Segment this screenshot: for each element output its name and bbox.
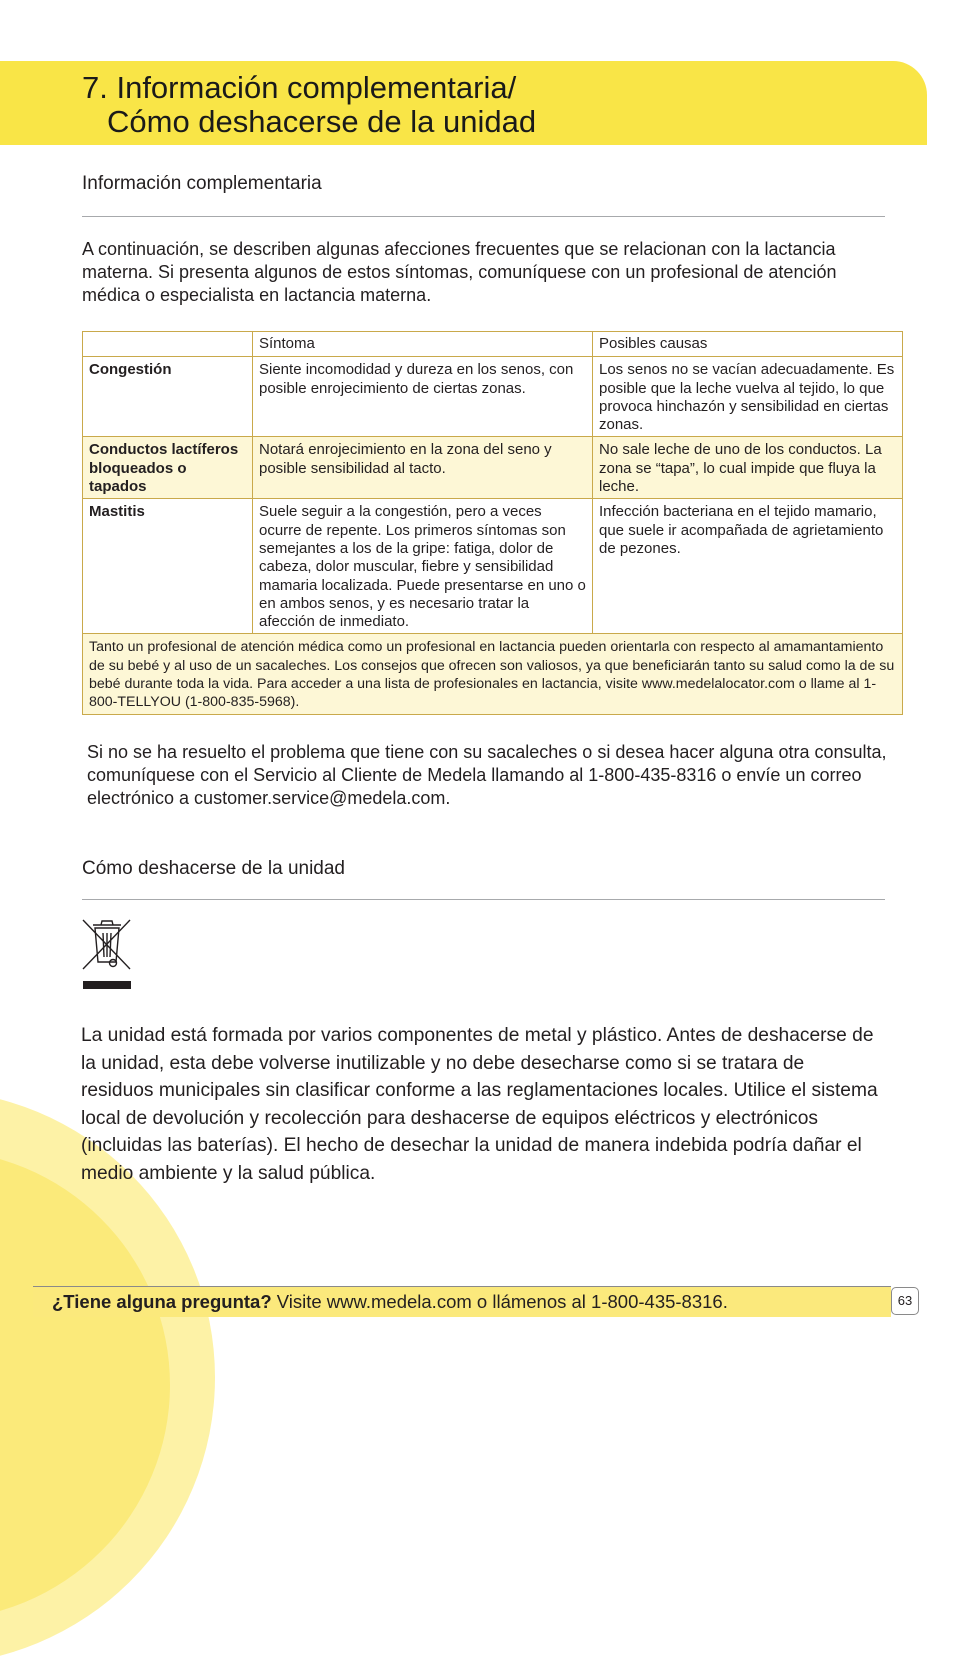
intro-paragraph: A continuación, se describen algunas afecciones frecuentes que se relacionan con la lactancia materna. Si presenta algunos de estos síntomas, comuníquese con un profesional de atención médica o especialista en lactancia materna. [82,239,837,305]
section-heading-disposal: Cómo deshacerse de la unidad [82,858,346,879]
table-row [83,499,903,634]
table-cell-cause: Los senos no se vacían adecuadamente. Es posible que la leche vuelva al tejido, lo que provoca hinchazón y sensibilidad en ciertas zonas. [593,357,903,437]
table-cell-condition: Mastitis [83,499,253,634]
table-header-empty [83,332,253,357]
page-number: 63 [891,1287,919,1315]
table-note-row [83,634,903,714]
table-row [83,357,903,437]
table-cell-symptom: Suele seguir a la congestión, pero a veces ocurre de repente. Los primeros síntomas son semejantes a los de la gripe: fatiga, dolor de cabeza, dolor muscular, fiebre y sensibilidad mamaria localizada. Puede presentarse en uno o en ambos senos, y es necesario tratar la afección de inmediato. [253,499,593,634]
conditions-table [82,331,903,715]
table-cell-cause: Infección bacteriana en el tejido mamario, que suele ir acompañada de agrietamiento de pezones. [593,499,903,634]
section-divider [82,899,885,900]
table-cell-condition: Congestión [83,357,253,437]
page-title-line2: Cómo deshacerse de la unidad [107,104,537,139]
table-header-causes: Posibles causas [593,332,903,357]
table-header-symptom: Síntoma [253,332,593,357]
page-title-line1: 7. Información complementaria/ [82,70,517,105]
footer-question: ¿Tiene alguna pregunta? [52,1291,272,1312]
section-heading-info: Información complementaria [82,173,322,194]
table-cell-symptom: Siente incomodidad y dureza en los senos, con posible enrojecimiento de ciertas zonas. [253,357,593,437]
footer-contact: Visite www.medela.com o llámenos al 1-800-435-8316. [271,1291,728,1312]
page-title [82,71,536,139]
table-cell-cause: No sale leche de uno de los conductos. La zona se “tapa”, lo cual impide que fluya la leche. [593,437,903,499]
table-note: Tanto un profesional de atención médica como un profesional en lactancia pueden orientarla con respecto al amamantamiento de su bebé y al uso de un sacaleches. Los consejos que ofrecen son valiosos, ya que beneficiarán tanto su salud como la de su bebé durante toda la vida. Para acceder a una lista de profesionales en lactancia, visite www.medelalocator.com o llame al 1-800-TELLYOU (1-800-835-5968). [83,634,903,714]
footer-text [52,1291,728,1313]
disposal-paragraph: La unidad está formada por varios componentes de metal y plástico. Antes de deshacerse de la unidad, esta debe volverse inutilizable y no debe desecharse como si se tratara de residuos municipales sin clasificar conforme a las reglamentaciones locales. Utilice el sistema local de devolución y recolección para deshacerse de equipos eléctricos y electrónicos (incluidas las baterías). El hecho de desechar la unidad de manera indebida podría dañar el medio ambiente y la salud pública. [81,1025,878,1184]
table-cell-symptom: Notará enrojecimiento en la zona del seno y posible sensibilidad al tacto. [253,437,593,499]
table-cell-condition: Conductos lactíferos bloqueados o tapados [83,437,253,499]
table-row [83,437,903,499]
weee-crossed-bin-icon [82,917,132,992]
table-header-row [83,332,903,357]
section-divider [82,216,885,217]
support-paragraph: Si no se ha resuelto el problema que tiene con su sacaleches o si desea hacer alguna otra consulta, comuníquese con el Servicio al Cliente de Medela llamando al 1-800-435-8316 o envíe un correo electrónico a customer.service@medela.com. [87,742,887,808]
